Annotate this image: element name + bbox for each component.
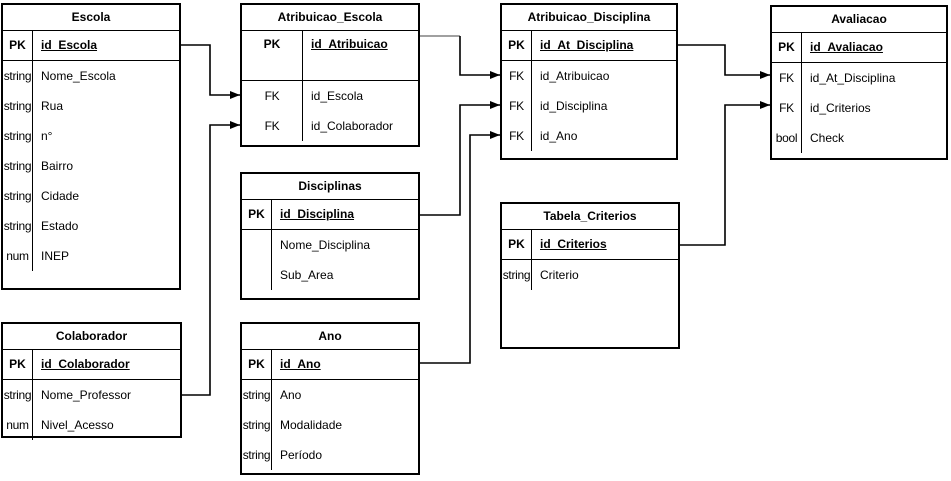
entity-atribuicao-escola-attributes	[242, 81, 418, 145]
attribute-type: FK	[242, 111, 303, 141]
attribute-name: id_Colaborador	[311, 119, 394, 133]
entity-tabela-criterios-pk-row	[502, 230, 678, 260]
attribute-row	[3, 151, 179, 181]
attribute-type: string	[3, 91, 33, 121]
entity-escola-title: Escola	[3, 5, 179, 31]
attribute-type: string	[3, 121, 33, 151]
attribute-row	[502, 121, 676, 151]
entity-tabela-criterios	[500, 202, 680, 349]
pk-key: PK	[3, 31, 33, 60]
entity-atribuicao-disciplina-pk-row	[502, 31, 676, 61]
attribute-row	[772, 63, 946, 93]
entity-colaborador-pk-row	[3, 350, 180, 380]
attribute-type: string	[242, 380, 272, 410]
pk-key: PK	[242, 31, 303, 80]
attribute-name: id_Ano	[540, 129, 578, 143]
attribute-name: Nivel_Acesso	[41, 418, 114, 432]
entity-atribuicao-disciplina-title: Atribuicao_Disciplina	[502, 5, 676, 31]
entity-disciplinas-title: Disciplinas	[242, 174, 418, 200]
entity-atribuicao-escola-title: Atribuicao_Escola	[242, 5, 418, 31]
attribute-row	[772, 123, 946, 153]
attribute-name: Bairro	[41, 159, 74, 173]
attribute-type: FK	[502, 61, 532, 91]
attribute-name: Criterio	[540, 268, 579, 282]
relation-atribuicao-escola-to-atribuicao-disciplina	[460, 36, 500, 75]
attribute-type: FK	[502, 121, 532, 151]
pk-field: id_Criterios	[540, 237, 607, 251]
attribute-row	[3, 380, 180, 410]
attribute-type: string	[242, 410, 272, 440]
attribute-type	[242, 230, 272, 260]
relation-atribuicao-disciplina-to-avaliacao	[678, 45, 770, 75]
attribute-name: Nome_Escola	[41, 69, 116, 83]
pk-field: id_Avaliacao	[810, 40, 883, 54]
attribute-row	[3, 61, 179, 91]
attribute-row	[242, 380, 418, 410]
attribute-name: Nome_Professor	[41, 388, 132, 402]
relation-colaborador-to-atribuicao-escola	[182, 125, 240, 395]
pk-field: id_Disciplina	[280, 207, 355, 221]
attribute-type: FK	[242, 81, 303, 111]
pk-field: id_Atribuicao	[311, 37, 388, 51]
pk-key: PK	[242, 350, 272, 379]
entity-avaliacao	[770, 5, 948, 160]
attribute-row	[502, 91, 676, 121]
attribute-name: Cidade	[41, 189, 80, 203]
pk-key: PK	[772, 33, 802, 62]
entity-colaborador-title: Colaborador	[3, 324, 180, 350]
attribute-row	[502, 260, 678, 290]
entity-disciplinas-pk-row	[242, 200, 418, 230]
pk-key: PK	[3, 350, 33, 379]
entity-atribuicao-disciplina-attributes	[502, 61, 676, 158]
attribute-name: Ano	[280, 388, 302, 402]
attribute-row	[3, 121, 179, 151]
attribute-row	[3, 211, 179, 241]
entity-ano-title: Ano	[242, 324, 418, 350]
attribute-row	[3, 181, 179, 211]
attribute-row	[3, 241, 179, 271]
pk-key: PK	[242, 200, 272, 229]
entity-tabela-criterios-title: Tabela_Criterios	[502, 204, 678, 230]
attribute-name: id_Criterios	[810, 101, 871, 115]
attribute-type: string	[242, 440, 272, 470]
attribute-type: num	[3, 241, 33, 271]
attribute-name: id_Disciplina	[540, 99, 608, 113]
attribute-type: string	[3, 61, 33, 91]
entity-disciplinas-attributes	[242, 230, 418, 298]
entity-avaliacao-title: Avaliacao	[772, 7, 946, 33]
attribute-name: id_At_Disciplina	[810, 71, 896, 85]
attribute-name: n°	[41, 129, 53, 143]
entity-ano-attributes	[242, 380, 418, 473]
attribute-row	[242, 230, 418, 260]
entity-avaliacao-attributes	[772, 63, 946, 158]
attribute-row	[242, 81, 418, 111]
entity-ano-pk-row	[242, 350, 418, 380]
entity-escola-pk-row	[3, 31, 179, 61]
entity-escola	[1, 3, 181, 290]
attribute-type: string	[3, 151, 33, 181]
attribute-type: string	[502, 260, 532, 290]
attribute-type: string	[3, 211, 33, 241]
attribute-name: Sub_Area	[280, 268, 334, 282]
attribute-name: Check	[810, 131, 845, 145]
pk-key: PK	[502, 230, 532, 259]
attribute-type	[242, 260, 272, 290]
relation-tabela-criterios-to-avaliacao	[680, 105, 770, 245]
entity-avaliacao-pk-row	[772, 33, 946, 63]
entity-ano	[240, 322, 420, 475]
attribute-name: id_Atribuicao	[540, 69, 610, 83]
attribute-name: INEP	[41, 249, 70, 263]
attribute-row	[242, 410, 418, 440]
entity-tabela-criterios-attributes	[502, 260, 678, 347]
attribute-row	[3, 410, 180, 440]
attribute-type: num	[3, 410, 33, 440]
attribute-type: string	[3, 181, 33, 211]
pk-field: id_At_Disciplina	[540, 38, 634, 52]
relation-disciplinas-to-atribuicao-disciplina	[420, 105, 500, 215]
entity-atribuicao-escola-pk-row	[242, 31, 418, 81]
attribute-name: Nome_Disciplina	[280, 238, 371, 252]
attribute-type: FK	[772, 63, 802, 93]
attribute-row	[242, 440, 418, 470]
attribute-type: string	[3, 380, 33, 410]
entity-escola-attributes	[3, 61, 179, 288]
attribute-type: bool	[772, 123, 802, 153]
attribute-row	[502, 61, 676, 91]
attribute-name: Modalidade	[280, 418, 343, 432]
attribute-name: id_Escola	[311, 89, 364, 103]
attribute-name: Período	[280, 448, 323, 462]
attribute-name: Estado	[41, 219, 79, 233]
entity-atribuicao-disciplina	[500, 3, 678, 160]
attribute-row	[242, 260, 418, 290]
attribute-type: FK	[772, 93, 802, 123]
entity-colaborador	[1, 322, 182, 438]
attribute-type: FK	[502, 91, 532, 121]
attribute-row	[772, 93, 946, 123]
entity-disciplinas	[240, 172, 420, 300]
pk-key: PK	[502, 31, 532, 60]
attribute-row	[3, 91, 179, 121]
pk-field: id_Ano	[280, 357, 321, 371]
pk-field: id_Escola	[41, 38, 98, 52]
relation-escola-to-atribuicao-escola	[181, 45, 240, 95]
pk-field: id_Colaborador	[41, 357, 130, 371]
attribute-row	[242, 111, 418, 141]
entity-colaborador-attributes	[3, 380, 180, 440]
attribute-name: Rua	[41, 99, 64, 113]
entity-atribuicao-escola	[240, 3, 420, 147]
